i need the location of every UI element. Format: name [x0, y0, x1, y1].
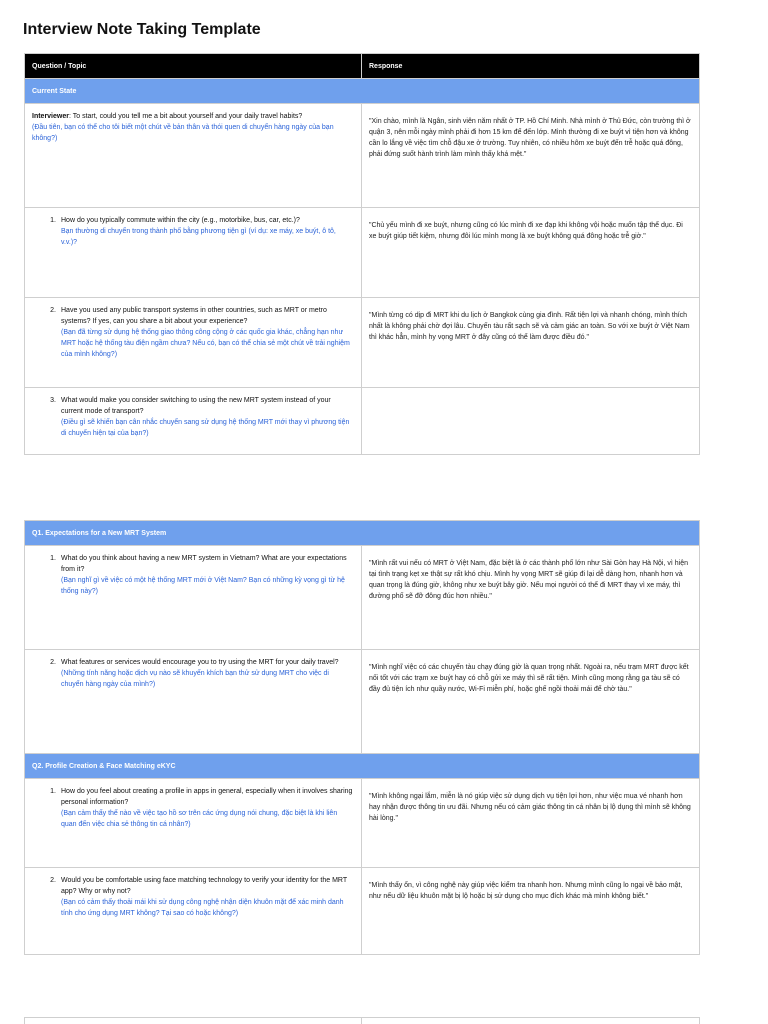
question-cell	[25, 779, 362, 868]
question-vietnamese: Bạn thường di chuyển trong thành phố bằng phương tiện gì (ví dụ: xe máy, xe buýt, ô tô, v.v.)?	[61, 228, 336, 246]
question-cell	[25, 104, 362, 208]
question-number: 1.	[50, 788, 56, 795]
section-row-q1	[25, 521, 700, 546]
question-vietnamese: (Điều gì sẽ khiến bạn cân nhắc chuyển sang sử dụng hệ thống MRT mới thay vì phương tiện di chuyển hiện tại của bạn?)	[61, 419, 350, 437]
table-row	[25, 104, 700, 208]
response-cell[interactable]: "Mình không ngại lắm, miễn là nó giúp việc sử dụng dịch vụ tiện lợi hơn, như việc mua vé nhanh hơn hay nhận được thông tin ưu đãi. Nhưng nếu có cảm giác thông tin cá nhân bị lộ dụng thì mình sẽ không hài lòng."	[362, 779, 700, 868]
response-cell[interactable]: "Mình rất vui nếu có MRT ở Việt Nam, đặc biệt là ở các thành phố lớn như Sài Gòn hay Hà Nội, vì hiện tại tình trạng kẹt xe thật sự rất khó chịu. Mình hy vọng MRT sẽ giúp đi lại dễ dàng hơn, nhanh hơn và quan trọng là đúng giờ, không như xe buýt bây giờ. Nếu mọi người có thể đi MRT thay vì xe máy, thì đường phố sẽ đỡ đông đúc hơn nhiều."	[362, 546, 700, 650]
response-cell[interactable]: "Mình thấy ổn, vì công nghệ này giúp việc kiểm tra nhanh hơn. Nhưng mình cũng lo ngại về bảo mật, như nếu dữ liệu khuôn mặt bị lộ hoặc bị sử dụng cho mục đích khác mà mình không biết."	[362, 868, 700, 955]
question-english: What do you think about having a new MRT system in Vietnam? What are your expectations from it?	[61, 555, 347, 573]
table-row	[25, 779, 700, 868]
section-title: Q1. Expectations for a New MRT System	[25, 521, 700, 546]
question-cell	[25, 1018, 362, 1024]
question-vietnamese: (Bạn đã từng sử dụng hệ thống giao thông công cộng ở các quốc gia khác, chẳng hạn như MRT hoặc hệ thống tàu điện ngầm chưa? Nếu có, bạn có thể chia sẻ một chút về trải nghiệm của mình không?)	[61, 329, 350, 358]
response-cell[interactable]	[362, 388, 700, 455]
interviewer-label: Interviewer	[32, 113, 69, 120]
question-number: 2.	[50, 659, 56, 666]
table-header-row	[25, 54, 700, 79]
header-response: Response	[362, 54, 700, 79]
question-english: What features or services would encourage you to try using the MRT for your daily travel?	[61, 659, 339, 666]
question-cell	[25, 868, 362, 955]
table-row	[25, 208, 700, 298]
question-english: How do you feel about creating a profile in apps in general, especially when it involves sharing personal information?	[61, 788, 353, 806]
question-english: Have you used any public transport systems in other countries, such as MRT or metro systems? If yes, can you share a bit about your experience?	[61, 307, 327, 325]
table-row	[25, 298, 700, 388]
table-row	[25, 1018, 700, 1024]
question-english: How do you typically commute within the city (e.g., motorbike, bus, car, etc.)?	[61, 217, 300, 224]
section-row-q2	[25, 754, 700, 779]
table-row	[25, 650, 700, 754]
interview-table-next	[24, 1017, 700, 1024]
question-cell	[25, 546, 362, 650]
question-number: 2.	[50, 877, 56, 884]
document-title: Interview Note Taking Template	[23, 21, 261, 38]
question-number: 1.	[50, 217, 56, 224]
response-cell[interactable]: "Mình nghĩ việc có các chuyến tàu chạy đúng giờ là quan trọng nhất. Ngoài ra, nếu trạm MRT được kết nối tốt với các trạm xe buýt hay có chỗ gửi xe máy thì sẽ rất tiện. Mình cũng mong rằng ga tàu sẽ có đầy đủ tiện ích như quầy nước, Wi-Fi miễn phí, hoặc ghế ngồi thoải mái để chờ tàu."	[362, 650, 700, 754]
question-cell	[25, 298, 362, 388]
question-cell	[25, 208, 362, 298]
question-vietnamese: (Bạn nghĩ gì về việc có một hệ thống MRT mới ở Việt Nam? Bạn có những kỳ vọng gì từ hệ thống này?)	[61, 577, 345, 595]
response-cell[interactable]: "Mình từng có dịp đi MRT khi du lịch ở Bangkok cùng gia đình. Rất tiện lợi và nhanh chóng, mình thích nhất là không phải chờ đợi lâu. Chuyến tàu rất sạch sẽ và cảm giác an toàn. So với xe buýt ở Việt Nam thì khác hẳn, mình hy vọng MRT ở đây cũng có thể làm được điều đó."	[362, 298, 700, 388]
table-row	[25, 868, 700, 955]
question-vietnamese: (Bạn cảm thấy thế nào về việc tạo hồ sơ trên các ứng dụng nói chung, đặc biệt là khi liên quan đến việc chia sẻ thông tin cá nhân?)	[61, 810, 338, 828]
response-cell[interactable]: "Chủ yếu mình đi xe buýt, nhưng cũng có lúc mình đi xe đạp khi không vội hoặc muốn tập thể dục. Đi xe buýt giúp tiết kiệm, nhưng đôi lúc mình mong là xe buýt không quá đông hoặc trễ giờ."	[362, 208, 700, 298]
section-title: Q2. Profile Creation & Face Matching eKYC	[25, 754, 700, 779]
question-number: 2.	[50, 307, 56, 314]
question-number: 1.	[50, 555, 56, 562]
question-english: : To start, could you tell me a bit about yourself and your daily travel habits?	[68, 113, 303, 120]
section-row-current-state	[25, 79, 700, 104]
table-row	[25, 546, 700, 650]
response-cell[interactable]	[362, 1018, 700, 1024]
header-question-topic: Question / Topic	[25, 54, 362, 79]
question-vietnamese: (Những tính năng hoặc dịch vụ nào sẽ khuyến khích bạn thử sử dụng MRT cho việc di chuyển hàng ngày của mình?)	[61, 670, 329, 688]
question-vietnamese: (Đầu tiên, bạn có thể cho tôi biết một chút về bản thân và thói quen di chuyển hàng ngày của bạn không?)	[32, 124, 334, 142]
question-cell	[25, 650, 362, 754]
interview-table-q1-q2	[24, 520, 700, 955]
section-title: Current State	[25, 79, 700, 104]
question-english: What would make you consider switching to using the new MRT system instead of your current mode of transport?	[61, 397, 331, 415]
response-cell[interactable]: "Xin chào, mình là Ngân, sinh viên năm nhất ở TP. Hồ Chí Minh. Nhà mình ở Thủ Đức, còn trường thì ở quận 3, nên mỗi ngày mình phải đi hơn 15 km để đến lớp. Mình thường đi xe buýt vì tiện hơn và không cần lo lắng về việc tìm chỗ đậu xe ở trường. Tuy nhiên, có nhiều hôm xe buýt đến trễ hoặc quá đông, phải đứng suốt hành trình làm mình thấy khá mệt."	[362, 104, 700, 208]
question-vietnamese: (Bạn có cảm thấy thoải mái khi sử dụng công nghệ nhận diện khuôn mặt để xác minh danh tính cho ứng dụng MRT không? Tại sao có hoặc không?)	[61, 899, 344, 917]
question-english: Would you be comfortable using face matching technology to verify your identity for the MRT app? Why or why not?	[61, 877, 347, 895]
table-row	[25, 388, 700, 455]
question-number: 3.	[50, 397, 56, 404]
interview-table-current-state	[24, 53, 700, 455]
question-cell	[25, 388, 362, 455]
